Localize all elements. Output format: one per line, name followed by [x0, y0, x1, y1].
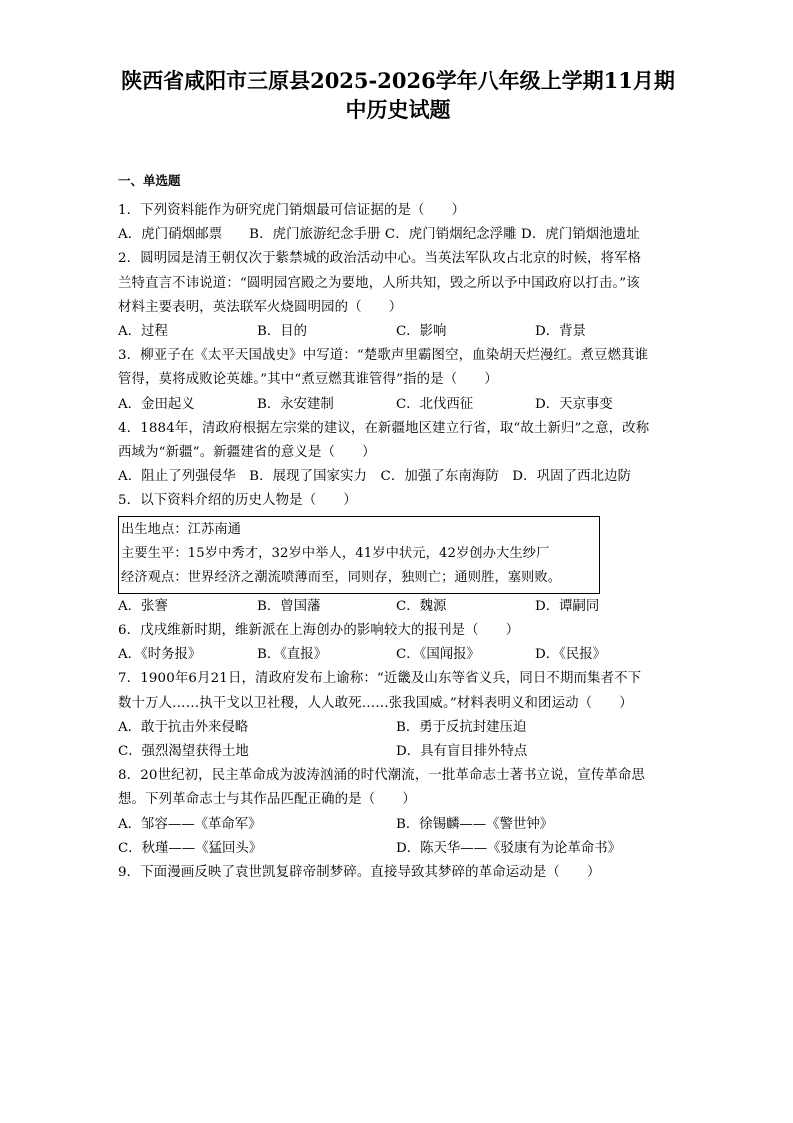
question-options — [118, 393, 678, 417]
question-options — [118, 716, 678, 764]
question-stem: 4．1884年，清政府根据左宗棠的建议，在新疆地区建立行省，取“故土新归”之意，改称 — [118, 420, 650, 436]
question-stem: 管得，莫将成败论英雄。”其中“煮豆燃萁谁管得”指的是（ ） — [118, 372, 498, 388]
question-stem: 兰特直言不讳说道：“圆明园宫殿之为要地，人所共知，毁之所以予中国政府以打击。”该 — [118, 275, 640, 291]
question-stem: 7．1900年6月21日，清政府发布上谕称：“近畿及山东等省义兵，同日不期而集者不下 — [118, 671, 642, 687]
question-9 — [118, 861, 678, 885]
question-stem: 1．下列资料能作为研究虎门销烟最可信证据的是（ ） — [118, 203, 466, 218]
option-d: D．具有盲目排外特点 — [396, 744, 528, 760]
source-material-box — [118, 516, 600, 594]
question-stem: 西域为“新疆”。新疆建省的意义是（ ） — [118, 445, 376, 461]
question-options: A．阻止了列强侵华 B．展现了国家实力 C．加强了东南海防 D．巩固了西北边防 — [118, 469, 632, 485]
option-a: A．《时务报》 — [118, 647, 202, 663]
option-a: A．敢于抗击外来侵略 — [118, 719, 249, 735]
question-2 — [118, 247, 678, 344]
exam-title-line-1: 陕西省咸阳市三原县2025-2026学年八年级上学期11月期 — [121, 68, 675, 93]
question-options — [118, 813, 678, 861]
question-stem: 6．戊戌维新时期，维新派在上海创办的影响较大的报刊是（ ） — [118, 623, 520, 639]
option-b: B．徐锡麟——《警世钟》 — [396, 816, 554, 832]
option-d: D．天京事变 — [535, 396, 613, 412]
option-c: C．《国闻报》 — [396, 647, 480, 663]
option-c: C．影响 — [396, 324, 447, 340]
option-a: A．邹容——《革命军》 — [118, 816, 262, 832]
question-5 — [118, 489, 678, 619]
exam-title — [118, 66, 678, 124]
option-b: B．《直报》 — [257, 647, 328, 663]
option-a: A．过程 — [118, 324, 168, 340]
option-b: B．曾国藩 — [257, 598, 321, 614]
option-b: B．永安建制 — [257, 396, 334, 412]
question-stem: 数十万人……执干戈以卫社稷，人人敢死……张我国威。”材料表明义和团运动（ ） — [118, 695, 633, 711]
question-stem: 2．圆明园是清王朝仅次于紫禁城的政治活动中心。当英法军队攻占北京的时候，将军格 — [118, 251, 642, 267]
option-d: D．背景 — [535, 324, 586, 340]
question-stem: 想。下列革命志士与其作品匹配正确的是（ ） — [118, 792, 416, 808]
question-options: A．虎门硝烟邮票 B．虎门旅游纪念手册 C．虎门销烟纪念浮雕 D．虎门销烟池遗址 — [118, 227, 640, 243]
option-d: D．《民报》 — [535, 647, 606, 663]
question-1 — [118, 199, 678, 247]
question-stem: 3．柳亚子在《太平天国战史》中写道：“楚歌声里霸图空，血染胡天烂漫红。煮豆燃萁谁 — [118, 348, 649, 364]
option-c: C．北伐西征 — [396, 396, 474, 412]
question-options — [118, 643, 678, 667]
question-options — [118, 595, 678, 619]
question-7 — [118, 667, 678, 764]
question-stem: 材料主要表明，英法联军火烧圆明园的（ ） — [118, 299, 403, 315]
question-8 — [118, 764, 678, 861]
question-stem: 9．下面漫画反映了袁世凯复辟帝制梦碎。直接导致其梦碎的革命运动是（ ） — [118, 865, 601, 881]
question-3 — [118, 344, 678, 417]
source-line-birthplace: 出生地点：江苏南通 — [121, 521, 242, 537]
question-stem: 5．以下资料介绍的历史人物是（ ） — [118, 493, 357, 509]
option-a: A．张謇 — [118, 598, 168, 614]
question-6 — [118, 619, 678, 667]
question-stem: 8．20世纪初，民主革命成为波涛汹涌的时代潮流，一批革命志士著书立说，宣传革命思 — [118, 768, 646, 784]
source-line-economic-view: 经济观点：世界经济之潮流喷薄而至，同则存，独则亡；通则胜，塞则败。 — [121, 570, 562, 586]
option-a: A．金田起义 — [118, 396, 195, 412]
option-b: B．勇于反抗封建压迫 — [396, 719, 527, 735]
source-line-biography: 主要生平：15岁中秀才，32岁中举人，41岁中状元，42岁创办大生纱厂 — [121, 546, 550, 562]
section-heading: 一、单选题 — [118, 173, 181, 188]
question-4 — [118, 417, 678, 490]
option-d: D．陈天华——《驳康有为论革命书》 — [396, 840, 621, 856]
option-c: C．强烈渴望获得土地 — [118, 744, 249, 760]
option-b: B．目的 — [257, 324, 308, 340]
exam-title-line-2: 中历史试题 — [345, 97, 451, 122]
option-c: C．秋瑾——《猛回头》 — [118, 840, 263, 856]
exam-page — [118, 66, 678, 885]
option-c: C．魏源 — [396, 598, 447, 614]
question-options — [118, 320, 678, 344]
option-d: D．谭嗣同 — [535, 598, 600, 614]
